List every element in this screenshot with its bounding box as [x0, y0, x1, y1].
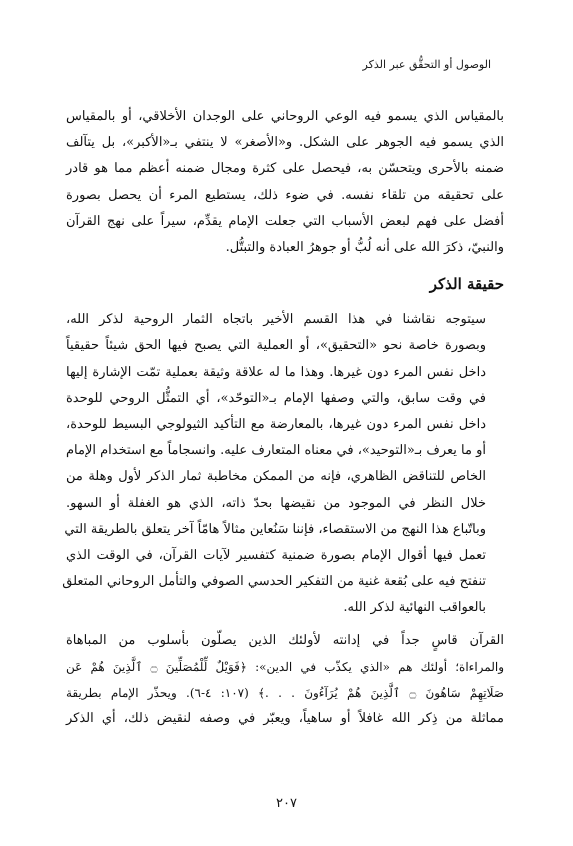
text-line: الذي يسمو فيه الجوهر على الشكل. و«الأصغر» لا ينتفي بـ«الأكبر»، بل يتآلف: [66, 135, 504, 151]
text-line: الخاص للتناقض الظاهري، فإنه من الممكن مخاطبة ثمار الذكر لأول وهلة من: [66, 469, 486, 485]
text-line: تعمل فيها أقوال الإمام بصورة ضمنية كتفسير لآيات القرآن، في الوقت الذي: [66, 548, 486, 564]
text-line: خلال النظر في الموجود من نقيضها بحدّ ذاته، الذي هو الغفلة أو السهو.: [66, 495, 486, 511]
text-line: على تحقيقه من تلقاء نفسه. في ضوء ذلك، يستطيع المرء أن يحصل بصورة: [66, 187, 504, 203]
text-line: تنفتح فيه على بُقعة غنية من التفكير الحدسي الصوفي والتأمل الروحاني المتعلق: [62, 574, 486, 590]
running-head: الوصول أو التحقُّق عبر الذكر: [362, 58, 491, 71]
paragraph-3: [66, 628, 504, 733]
text-line: داخل نفس المرء دون غيرها. وهذا ما له علاقة وثيقة بعملية تمّت الإشارة إليها: [66, 364, 486, 380]
page-body: [62, 104, 504, 732]
text-line: بالعواقب النهائية لذكر الله.: [343, 600, 486, 616]
text-line: في وقت سابق، والتي وصفها الإمام بـ«التوحّد»، أي التمثُّل الروحي للوحدة: [66, 390, 486, 406]
page-number: ٢٠٧: [276, 796, 297, 811]
quran-quote-line: والمراءاة؛ أولئك هم «الذي يكذّب في الدين»: ﴿فَوَيْلٌ لِّلْمُصَلِّينَ ۝ ٱلَّذِينَ هُمْ عَن: [66, 659, 504, 674]
text-line: القرآن قاسٍ جداً في إدانته لأولئك الذين يصلّون بأسلوب من المباهاة: [66, 632, 504, 648]
text-line: داخل نفس المرء دون غيرها، بالمعارضة مع التأكيد الثيولوجي البسيط للوحدة،: [66, 417, 486, 433]
text-line: أفضل على فهم لبعض الأسباب التي جعلت الإمام يقدِّم، سيراً على نهج القرآن: [66, 213, 504, 229]
text-line: وباتّباع هذا النهج من الاستقصاء، فإننا سَنُعاين مثالاً هامّاً آخر يتعلق بالطريقة التي: [64, 521, 486, 537]
text-line: مماثلة من ذِكر الله غافلاً أو ساهياً، ويعبّر في وصفه لنقيض ذلك، أي الذكر: [66, 711, 504, 727]
paragraph-1: [66, 104, 504, 261]
quran-quote-line: صَلَاتِهِمْ سَاهُونَ ۝ ٱلَّذِينَ هُمْ يُرَآءُونَ . . .﴾ (١٠٧: ٤-٦). ويحذّر الإمام بطريقة: [66, 686, 504, 701]
text-line: بالمقياس الذي يسمو فيه الوعي الروحاني على الوجدان الأخلاقي، أو بالمقياس: [66, 109, 504, 124]
text-line: وبصورة خاصة نحو «التحقيق»، أو العملية التي يصبح فيها الحق شيئاً حقيقياً: [66, 338, 486, 354]
section-heading: حقيقة الذكر: [429, 275, 504, 294]
paragraph-2: [62, 307, 504, 621]
text-line: ضمنه بالأحرى ويتحسّن به، فيحصل على كثرة ومجال ضمنه أعظم مما هو قادر: [66, 161, 504, 177]
text-line: أو ما يعرف بـ«التوحيد»، في معناه المتعارف عليه. وانسجاماً مع استخدام الإمام: [66, 443, 486, 459]
text-line: والنبيّ، ذكرَ الله على أنه لُبُّ أو جوهرُ العبادة والتبتُّل.: [225, 240, 504, 256]
text-line: سيتوجه نقاشنا في هذا القسم الأخير باتجاه الثمار الروحية لذكر الله،: [66, 312, 486, 328]
